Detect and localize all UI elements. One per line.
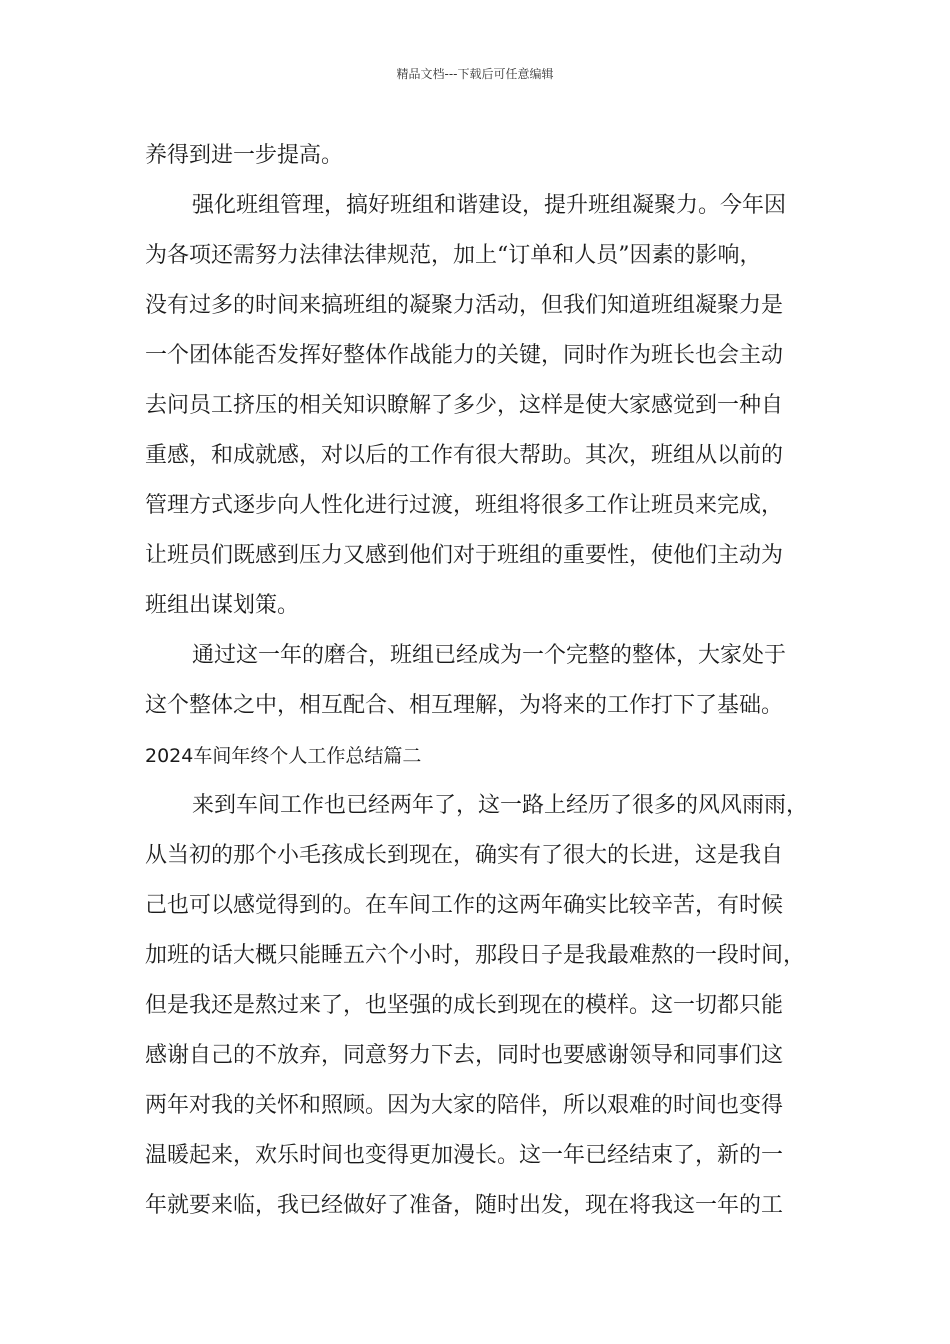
text-line: 通过这一年的磨合，班组已经成为一个完整的整体，大家处于 (192, 643, 787, 668)
text-line: 没有过多的时间来搞班组的凝聚力活动，但我们知道班组凝聚力是 (145, 293, 784, 318)
text-line: 让班员们既感到压力又感到他们对于班组的重要性，使他们主动为 (145, 543, 784, 568)
text-line: 去问员工挤压的相关知识瞭解了多少，这样是使大家感觉到一种自 (145, 393, 784, 418)
text-line: 但是我还是熬过来了，也坚强的成长到现在的模样。这一切都只能 (145, 993, 784, 1018)
document-body (145, 131, 813, 1231)
text-line: 感谢自己的不放弃，同意努力下去，同时也要感谢领导和同事们这 (145, 1043, 784, 1068)
section-heading: 2024车间年终个人工作总结篇二 (145, 745, 422, 767)
text-line: 从当初的那个小毛孩成长到现在，确实有了很大的长进，这是我自 (145, 843, 784, 868)
page-header: 精品文档---下载后可任意编辑 (396, 67, 554, 81)
text-line: 两年对我的关怀和照顾。因为大家的陪伴，所以艰难的时间也变得 (145, 1093, 784, 1118)
text-line: 这个整体之中，相互配合、相互理解，为将来的工作打下了基础。 (145, 693, 784, 718)
text-line: 强化班组管理，搞好班组和谐建设，提升班组凝聚力。今年因 (192, 193, 787, 218)
text-line: 年就要来临，我已经做好了准备，随时出发，现在将我这一年的工 (145, 1193, 784, 1218)
text-line: 加班的话大概只能睡五六个小时，那段日子是我最难熬的一段时间， (145, 943, 806, 968)
text-line: 班组出谋划策。 (145, 593, 300, 618)
text-line: 为各项还需努力法律法律规范，加上“订单和人员”因素的影响， (145, 243, 762, 268)
text-line: 管理方式逐步向人性化进行过渡，班组将很多工作让班员来完成， (145, 493, 784, 518)
text-line: 己也可以感觉得到的。在车间工作的这两年确实比较辛苦，有时候 (145, 893, 784, 918)
text-line: 温暖起来，欢乐时间也变得更加漫长。这一年已经结束了，新的一 (145, 1143, 784, 1168)
text-line: 养得到进一步提高。 (145, 143, 344, 168)
text-line: 重感，和成就感，对以后的工作有很大帮助。其次，班组从以前的 (145, 443, 784, 468)
text-line: 一个团体能否发挥好整体作战能力的关键，同时作为班长也会主动 (145, 343, 784, 368)
text-line: 来到车间工作也已经两年了，这一路上经历了很多的风风雨雨， (192, 793, 809, 818)
